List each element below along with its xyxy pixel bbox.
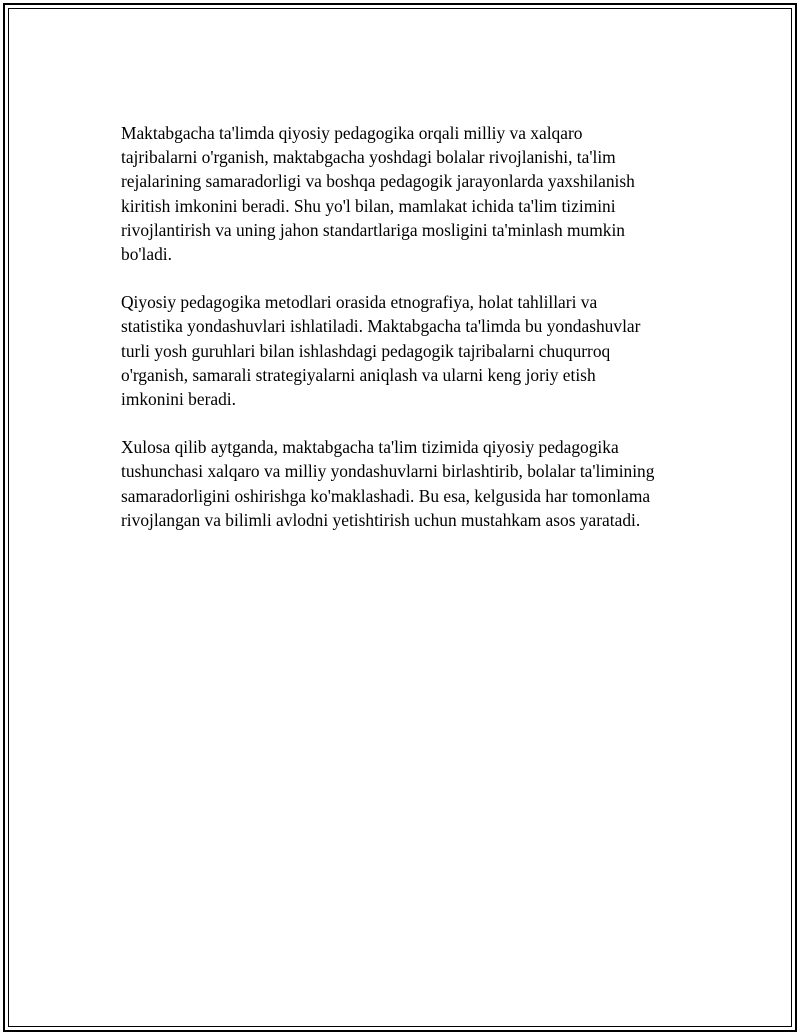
paragraph-1: Maktabgacha ta'limda qiyosiy pedagogika orqali milliy va xalqaro tajribalarni o'rganish, maktabgacha yoshdagi bolalar rivojlanishi, ta'lim rejalarining samaradorligi va boshqa pedagogik jarayonlarda yaxshilanish kiritish imkonini beradi. Shu yo'l bilan, mamlakat ichida ta'lim tizimini rivojlantirish va uning jahon standartlariga mosligini ta'minlash mumkin bo'ladi.	[121, 123, 635, 265]
page-frame	[3, 3, 797, 1032]
paragraph-2: Qiyosiy pedagogika metodlari orasida etnografiya, holat tahlillari va statistika yondashuvlari ishlatiladi. Maktabgacha ta'limda bu yondashuvlar turli yosh guruhlari bilan ishlashdagi pedagogik tajribalarni chuqurroq o'rganish, samarali strategiyalarni aniqlash va ularni keng joriy etish imkonini beradi.	[121, 292, 641, 410]
document-body	[121, 121, 691, 556]
paragraph-3: Xulosa qilib aytganda, maktabgacha ta'lim tizimida qiyosiy pedagogika tushunchasi xalqaro va milliy yondashuvlarni birlashtirib, bolalar ta'limining samaradorligini oshirishga ko'maklashadi. Bu esa, kelgusida har tomonlama rivojlangan va bilimli avlodni yetishtirish uchun mustahkam asos yaratadi.	[121, 437, 655, 530]
